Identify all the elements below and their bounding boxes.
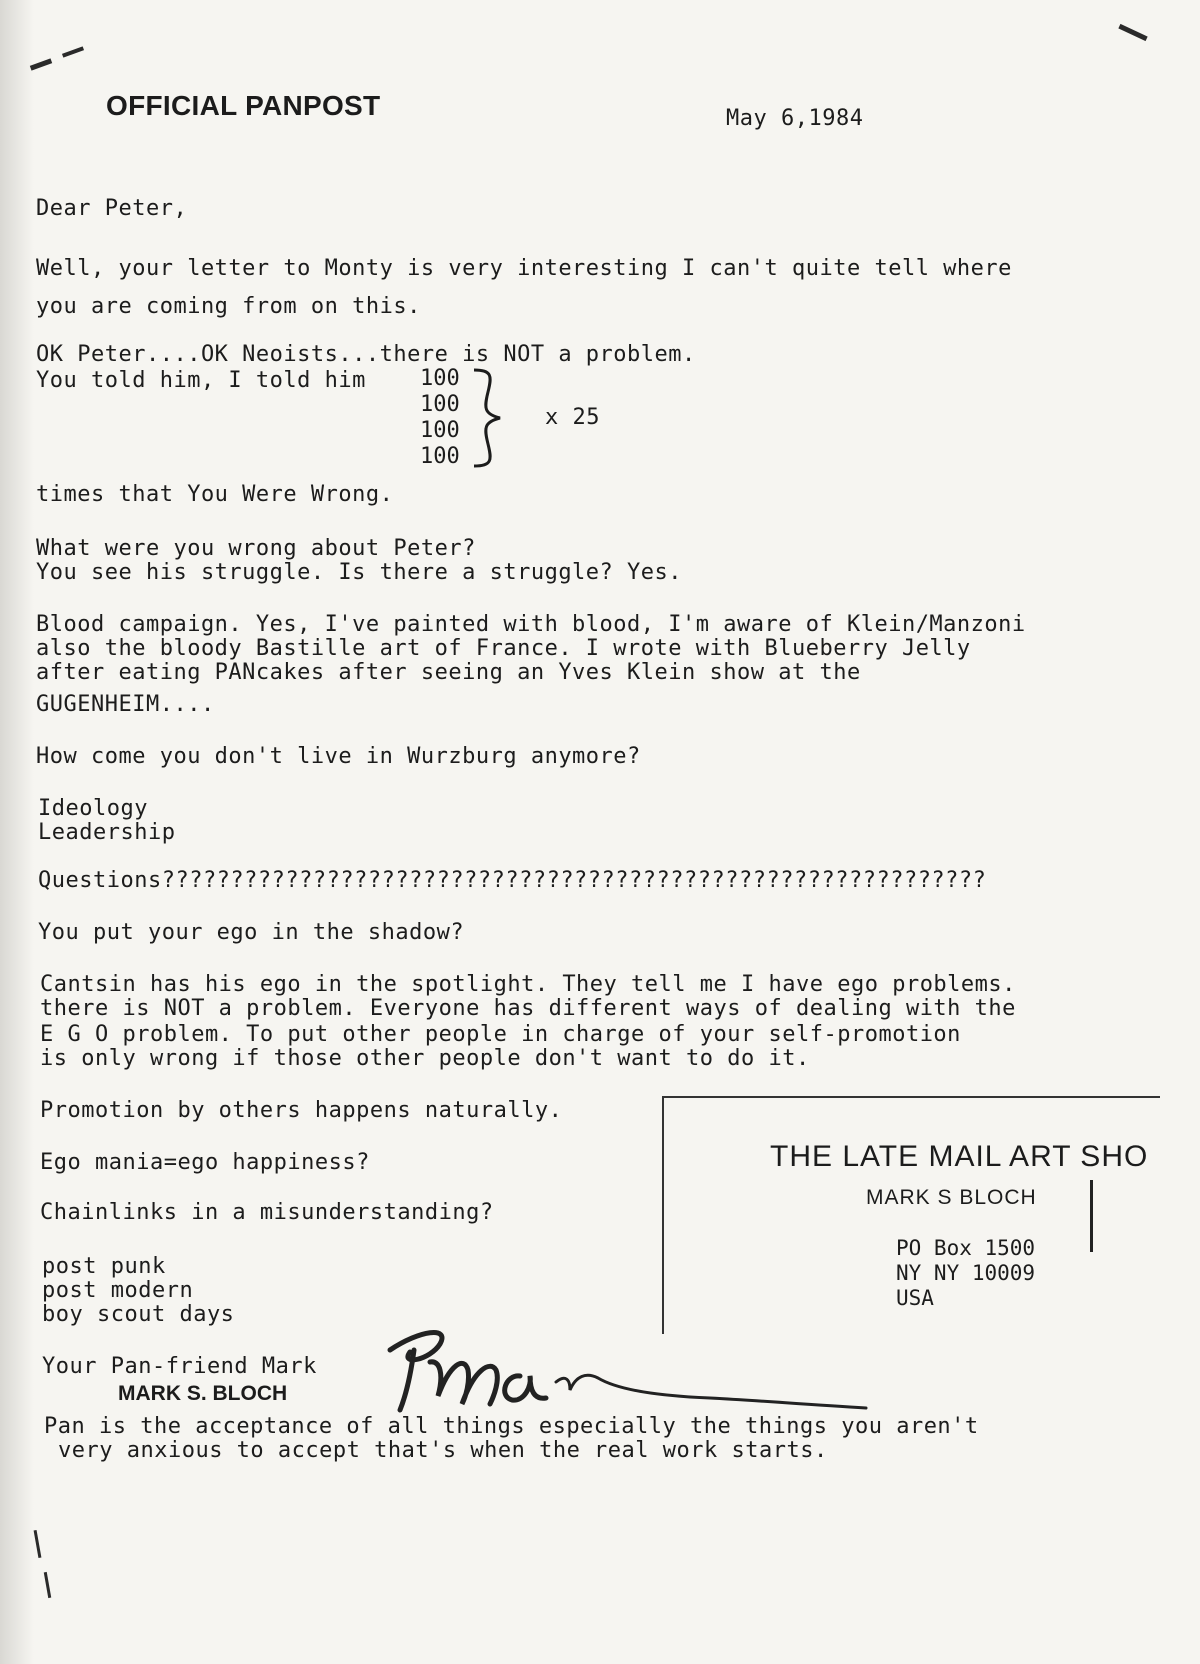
paragraph-line: you are coming from on this. (36, 294, 421, 319)
stamp-title: THE LATE MAIL ART SHO (770, 1140, 1149, 1173)
scan-shadow (0, 0, 34, 1664)
paragraph-line: E G O problem. To put other people in charge of your self-promotion (40, 1022, 961, 1047)
paragraph-line: How come you don't live in Wurzburg anymore? (36, 744, 641, 769)
paragraph-line: is only wrong if those other people don't want to do it. (40, 1046, 810, 1071)
paragraph-line: OK Peter....OK Neoists...there is NOT a problem. (36, 342, 696, 367)
paragraph-line: Ego mania=ego happiness? (40, 1150, 370, 1175)
address-line: PO Box 1500 (896, 1236, 1036, 1260)
paragraph-line: Blood campaign. Yes, I've painted with blood, I'm aware of Klein/Manzoni (36, 612, 1026, 637)
paragraph-line: GUGENHEIM.... (36, 692, 215, 717)
paragraph-line: You put your ego in the shadow? (38, 920, 465, 945)
stamp-name: MARK S BLOCH (866, 1186, 1037, 1209)
scan-mark (62, 46, 84, 57)
scan-mark (1118, 24, 1147, 41)
list-item: boy scout days (42, 1302, 235, 1327)
paragraph-line: What were you wrong about Peter? (36, 536, 476, 561)
scan-mark (34, 1530, 42, 1558)
footer-line: Pan is the acceptance of all things especially the things you aren't (44, 1414, 979, 1439)
salutation: Dear Peter, (36, 196, 188, 221)
list-item: post punk (42, 1254, 166, 1279)
paragraph-line: after eating PANcakes after seeing an Yves Klein show at the (36, 660, 861, 685)
hundreds-list (420, 366, 460, 470)
paragraph-line: You see his struggle. Is there a struggle? Yes. (36, 560, 683, 585)
address-line: USA (896, 1286, 934, 1310)
hundred-item: 100 (420, 366, 460, 391)
footer-line: very anxious to accept that's when the real work starts. (58, 1438, 828, 1463)
paragraph-line: there is NOT a problem. Everyone has different ways of dealing with the (40, 996, 1016, 1021)
times-label: x 25 (545, 405, 600, 430)
questions-line: Questions???????????????????????????????????????????????????????????? (38, 868, 987, 893)
letter-date: May 6,1984 (726, 106, 864, 131)
scan-mark (44, 1572, 51, 1598)
stamp-divider (1090, 1180, 1093, 1252)
stamp-address (896, 1236, 1035, 1311)
paragraph-line: Chainlinks in a misunderstanding? (40, 1200, 494, 1225)
signature-name: MARK S. BLOCH (118, 1382, 288, 1405)
paragraph-line: Cantsin has his ego in the spotlight. They tell me I have ego problems. (40, 972, 1016, 997)
list-item: Ideology (38, 796, 148, 821)
hundred-item: 100 (420, 444, 460, 469)
letterhead: OFFICIAL PANPOST (106, 90, 381, 121)
list-item: post modern (42, 1278, 194, 1303)
list-item: Leadership (38, 820, 176, 845)
paragraph-line: Promotion by others happens naturally. (40, 1098, 563, 1123)
address-line: NY NY 10009 (896, 1261, 1036, 1285)
paragraph-line: also the bloody Bastille art of France. I wrote with Blueberry Jelly (36, 636, 971, 661)
hundred-item: 100 (420, 392, 460, 417)
closing: Your Pan-friend Mark (42, 1354, 317, 1379)
hundred-item: 100 (420, 418, 460, 443)
paragraph-line: Well, your letter to Monty is very interesting I can't quite tell where (36, 256, 1012, 281)
paragraph-line: times that You Were Wrong. (36, 482, 394, 507)
curly-brace-icon (470, 366, 510, 470)
paragraph-line: You told him, I told him (36, 368, 366, 393)
